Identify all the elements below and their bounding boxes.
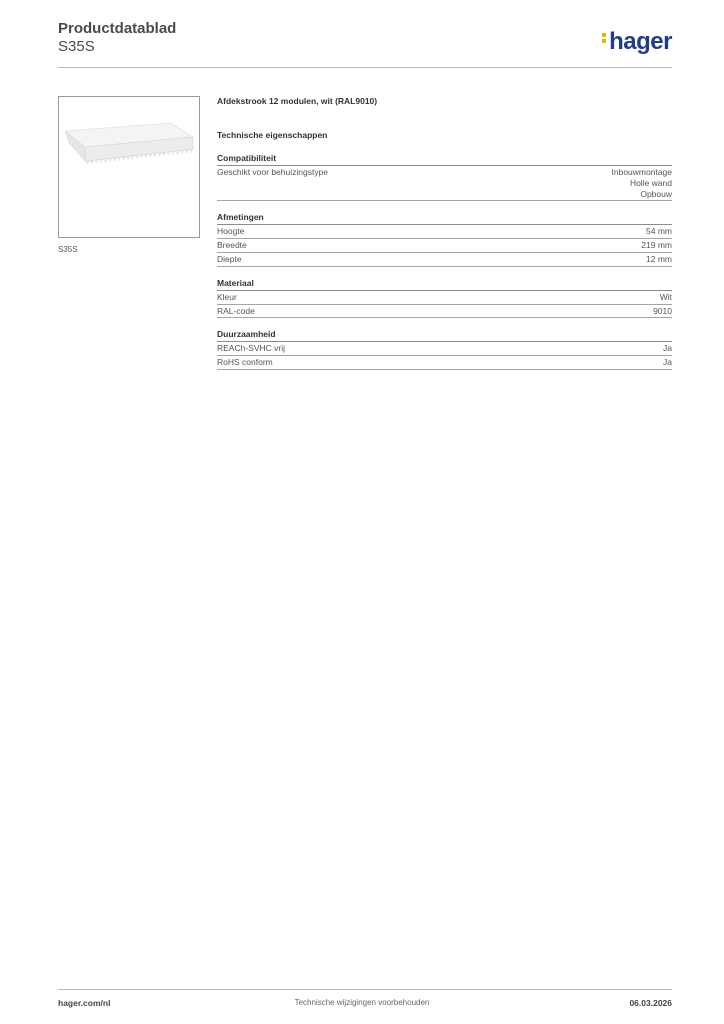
spec-row bbox=[217, 305, 672, 319]
product-image bbox=[58, 96, 200, 238]
spec-value-line: Ja bbox=[663, 343, 672, 354]
spec-value-line: 9010 bbox=[653, 305, 672, 316]
footer-date: 06.03.2026 bbox=[629, 998, 672, 1008]
spec-value bbox=[663, 343, 672, 354]
spec-group bbox=[217, 211, 672, 266]
spec-row bbox=[217, 239, 672, 253]
hager-logo bbox=[602, 28, 672, 56]
spec-value-line: 12 mm bbox=[646, 253, 672, 264]
spec-value bbox=[641, 240, 672, 251]
spec-group bbox=[217, 277, 672, 319]
spec-row bbox=[217, 291, 672, 305]
group-title: Duurzaamheid bbox=[217, 328, 672, 342]
group-title: Compatibiliteit bbox=[217, 152, 672, 166]
footer-divider bbox=[58, 989, 672, 990]
spec-label: Kleur bbox=[217, 291, 237, 302]
spec-row bbox=[217, 356, 672, 370]
logo-text: hager bbox=[609, 28, 672, 55]
spec-label: Breedte bbox=[217, 240, 247, 251]
spec-row bbox=[217, 342, 672, 356]
group-title: Materiaal bbox=[217, 277, 672, 291]
spec-groups bbox=[217, 152, 672, 370]
spec-group bbox=[217, 152, 672, 201]
spec-value-line: 54 mm bbox=[646, 226, 672, 237]
spec-value bbox=[653, 306, 672, 317]
spec-row bbox=[217, 253, 672, 267]
spec-group bbox=[217, 328, 672, 370]
spec-value bbox=[646, 254, 672, 265]
logo-dots-icon bbox=[602, 31, 607, 45]
spec-label: Hoogte bbox=[217, 226, 245, 237]
spec-value-line: Inbouwmontage bbox=[611, 167, 672, 177]
spec-value bbox=[646, 226, 672, 237]
spec-label: Geschikt voor behuizingstype bbox=[217, 167, 329, 177]
spec-value bbox=[660, 292, 672, 303]
product-name: Afdekstrook 12 modulen, wit (RAL9010) bbox=[217, 96, 378, 106]
footer-notice: Technische wijzigingen voorbehouden bbox=[294, 998, 430, 1007]
footer-website[interactable]: hager.com/nl bbox=[58, 998, 111, 1008]
spec-value-line: 219 mm bbox=[641, 240, 672, 251]
spec-value bbox=[612, 167, 673, 199]
spec-label: RAL-code bbox=[217, 305, 255, 316]
cover-strip-icon bbox=[59, 97, 199, 237]
spec-label: REACh-SVHC vrij bbox=[217, 343, 286, 354]
spec-label: Diepte bbox=[217, 253, 242, 264]
product-code: S35S bbox=[58, 38, 95, 55]
spec-value bbox=[663, 357, 672, 368]
spec-value-line: Holle wand bbox=[629, 177, 672, 188]
spec-value-line: Ja bbox=[663, 357, 672, 368]
spec-row bbox=[217, 166, 672, 201]
image-caption: S35S bbox=[58, 245, 78, 254]
group-title: Afmetingen bbox=[217, 211, 672, 225]
spec-value-line: Opbouw bbox=[640, 188, 672, 199]
spec-content bbox=[217, 96, 672, 370]
properties-heading: Technische eigenschappen bbox=[217, 130, 328, 140]
header-divider bbox=[58, 67, 672, 68]
spec-label: RoHS conform bbox=[217, 357, 273, 368]
spec-value-line: Wit bbox=[659, 291, 672, 302]
header-title: Productdatablad bbox=[58, 20, 177, 37]
spec-row bbox=[217, 225, 672, 239]
